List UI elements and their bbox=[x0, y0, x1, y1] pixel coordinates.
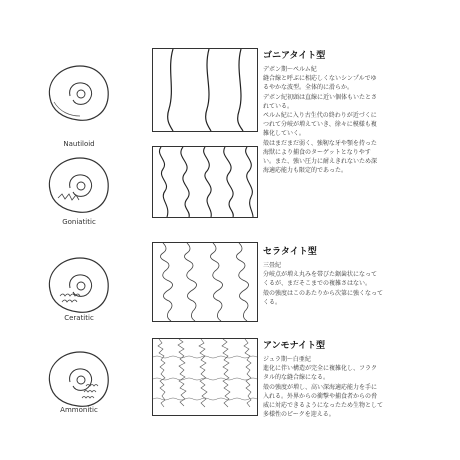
text-line: 入れる。外界からの衝撃や捕食者からの脅 bbox=[263, 392, 378, 400]
text-line: 多様性のピークを迎える。 bbox=[263, 411, 335, 419]
text-line: 殻の強度はこのあたりから次第に強くなって bbox=[263, 289, 384, 297]
text-line: 縫合線と呼ぶに相応しくないシンプルでゆ bbox=[263, 75, 377, 83]
text-line: 海適応能力も限定的であった。 bbox=[263, 167, 347, 175]
text-line: デボン紀初頭は直線に近い個体もいたとさ bbox=[263, 93, 378, 101]
text-line: 分岐点が増え丸みを帯びた鋸歯状になって bbox=[263, 271, 378, 279]
section-title: ゴニアタイト型 bbox=[263, 51, 326, 61]
text-line: 雑化していく。 bbox=[263, 130, 305, 138]
text-line: つれて分岐が増えていき、徐々に模様も複 bbox=[263, 121, 377, 129]
suture-panel-goniatitic bbox=[152, 146, 258, 218]
shell-label: Nautiloid bbox=[63, 140, 95, 148]
text-line: れている。 bbox=[263, 102, 294, 110]
ammonitic-shell-icon bbox=[40, 344, 118, 414]
shell-label: Goniatitic bbox=[62, 218, 96, 226]
suture-panel-ceratitic bbox=[152, 242, 258, 322]
goniatitic-shell-icon bbox=[40, 150, 118, 220]
text-line: くる。 bbox=[263, 298, 282, 306]
text-line: 海獣により捕食のターゲットとなりやす bbox=[263, 148, 371, 156]
text-line: い。また、強い圧力に耐えきれないため深 bbox=[263, 158, 378, 166]
suture-panel-ammonitic bbox=[152, 338, 258, 416]
text-line: 進化に伴い構造が完全に複雑化し、フラク bbox=[263, 365, 378, 373]
text-line: ジュラ期〜白亜紀 bbox=[263, 356, 311, 363]
text-line: 殻の強度が増し、高い深海適応能力を手に bbox=[263, 383, 378, 391]
suture-panel-nautiloid bbox=[152, 48, 258, 132]
text-block-goniatite bbox=[263, 48, 443, 175]
text-line: デボン期〜ペルム紀 bbox=[263, 66, 317, 73]
text-line: 三畳紀 bbox=[263, 262, 282, 269]
shell-label: Ceratitic bbox=[64, 314, 94, 322]
text-line: くるが、まだそこまでの複雑さはない。 bbox=[263, 280, 372, 288]
text-block-ammonite bbox=[263, 338, 443, 419]
text-line: 威に対応できるようになったため生物として bbox=[263, 402, 384, 410]
nautiloid-shell-icon bbox=[40, 58, 118, 128]
text-line: ペルム紀に入り古生代の終わりが近づくに bbox=[263, 112, 377, 120]
shell-label: Ammonitic bbox=[60, 406, 98, 414]
section-title: セラタイト型 bbox=[263, 247, 317, 257]
text-line: 殻はまだまだ弱く、強靭な牙や顎を持った bbox=[263, 139, 377, 147]
ceratitic-shell-icon bbox=[40, 250, 118, 320]
text-line: るやかな波型。全体的に滑らか。 bbox=[263, 84, 354, 92]
text-block-ceratite bbox=[263, 244, 443, 307]
text-line: タル的な縫合線になる。 bbox=[263, 374, 330, 382]
section-title: アンモナイト型 bbox=[263, 341, 326, 351]
